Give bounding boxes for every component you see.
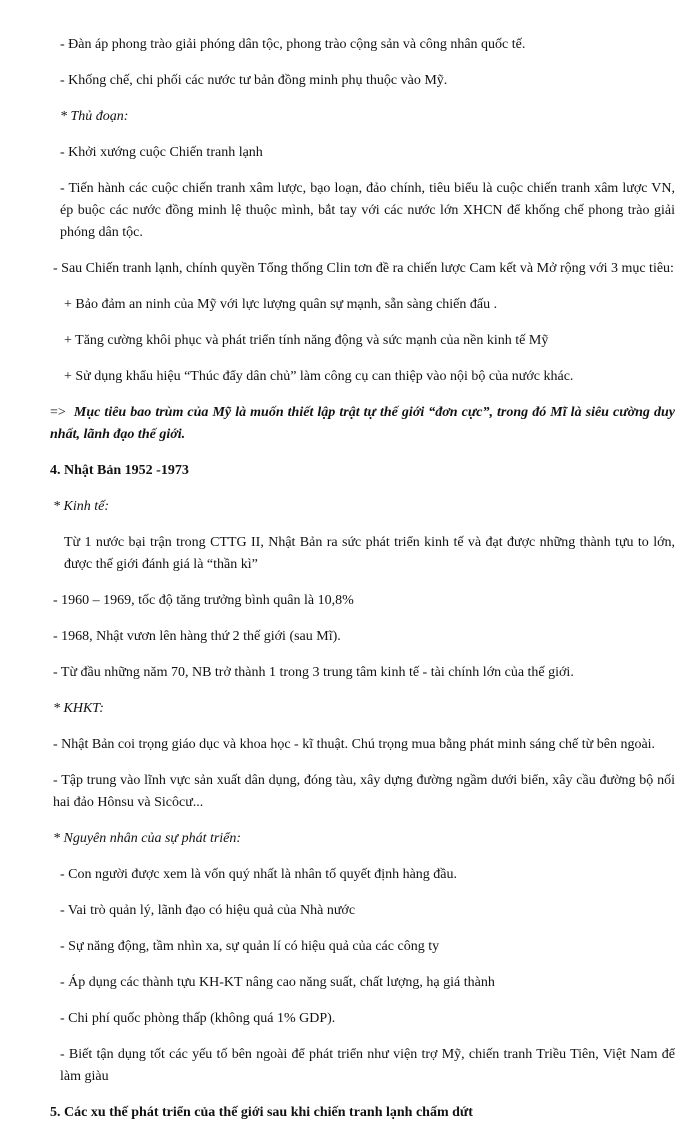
bullet-line: - 1960 – 1969, tốc độ tăng trưởng bình quân là 10,8% bbox=[53, 593, 354, 608]
sub-bullet-line: + Tăng cường khôi phục và phát triển tính năng động và sức mạnh của nền kinh tế Mỹ bbox=[64, 333, 549, 348]
bullet-paragraph: - Tập trung vào lĩnh vực sản xuất dân dụng, đóng tàu, xây dựng đường ngầm dưới biển, xây cầu đường bộ nối hai đảo Hônsu và Sicôcư... bbox=[53, 773, 675, 810]
bullet-paragraph: - Sau Chiến tranh lạnh, chính quyền Tổng thống Clin tơn đề ra chiến lược Cam kết và Mở rộng với 3 mục tiêu: bbox=[53, 261, 674, 276]
bullet-line: - Khống chế, chi phối các nước tư bản đồng minh phụ thuộc vào Mỹ. bbox=[60, 73, 448, 88]
subheading-reasons: * Nguyên nhân của sự phát triển: bbox=[53, 831, 242, 846]
section-5-heading: 5. Các xu thế phát triển của thế giới sau khi chiến tranh lạnh chấm dứt bbox=[50, 1105, 473, 1120]
conclusion-text: Mục tiêu bao trùm của Mỹ là muốn thiết lập trật tự thế giới “đơn cực”, trong đó Mĩ là siêu cường duy nhất, lãnh đạo thế giới. bbox=[50, 405, 675, 442]
bullet-line: - Chi phí quốc phòng thấp (không quá 1% GDP). bbox=[60, 1011, 336, 1026]
bullet-line: - Khởi xướng cuộc Chiến tranh lạnh bbox=[60, 145, 263, 160]
subheading-economy: * Kinh tế: bbox=[53, 499, 109, 514]
body-paragraph: Từ 1 nước bại trận trong CTTG II, Nhật Bản ra sức phát triển kinh tế và đạt được những thành tựu to lớn, được thế giới đánh giá là “thần kì” bbox=[64, 535, 675, 572]
conclusion-arrow: => bbox=[50, 405, 66, 420]
sub-bullet-line: + Bảo đảm an ninh của Mỹ với lực lượng quân sự mạnh, sẵn sàng chiến đấu . bbox=[64, 297, 498, 312]
bullet-line: - Áp dụng các thành tựu KH-KT nâng cao năng suất, chất lượng, hạ giá thành bbox=[60, 975, 495, 990]
bullet-line: - Đàn áp phong trào giải phóng dân tộc, phong trào cộng sản và công nhân quốc tế. bbox=[60, 37, 526, 52]
subheading-science: * KHKT: bbox=[53, 701, 104, 716]
section-4-heading: 4. Nhật Bản 1952 -1973 bbox=[50, 463, 189, 478]
bullet-line: - Con người được xem là vốn quý nhất là nhân tố quyết định hàng đầu. bbox=[60, 867, 458, 882]
bullet-line: - Vai trò quản lý, lãnh đạo có hiệu quả của Nhà nước bbox=[60, 903, 356, 918]
bullet-line: - Từ đầu những năm 70, NB trở thành 1 trong 3 trung tâm kinh tế - tài chính lớn của thế giới. bbox=[53, 665, 574, 680]
bullet-paragraph: - Tiến hành các cuộc chiến tranh xâm lược, bạo loạn, đảo chính, tiêu biểu là cuộc chiến tranh xâm lược VN, ép buộc các nước đồng minh lệ thuộc mình, bắt tay với các nước lớn XHCN để khống chế phong trào giải phóng dân tộc. bbox=[60, 181, 675, 240]
subheading-methods: * Thủ đoạn: bbox=[60, 109, 129, 124]
bullet-paragraph: - Biết tận dụng tốt các yếu tố bên ngoài để phát triển như viện trợ Mỹ, chiến tranh Triều Tiên, Việt Nam để làm giàu bbox=[60, 1047, 675, 1084]
bullet-line: - Sự năng động, tầm nhìn xa, sự quản lí có hiệu quả của các công ty bbox=[60, 939, 440, 954]
conclusion bbox=[50, 402, 675, 446]
bullet-line: - 1968, Nhật vươn lên hàng thứ 2 thế giới (sau Mĩ). bbox=[53, 629, 341, 644]
sub-bullet-line: + Sử dụng khẩu hiệu “Thúc đẩy dân chủ” làm công cụ can thiệp vào nội bộ của nước khác. bbox=[64, 369, 574, 384]
bullet-paragraph: - Nhật Bản coi trọng giáo dục và khoa học - kĩ thuật. Chú trọng mua bằng phát minh sáng chế từ bên ngoài. bbox=[53, 737, 656, 752]
